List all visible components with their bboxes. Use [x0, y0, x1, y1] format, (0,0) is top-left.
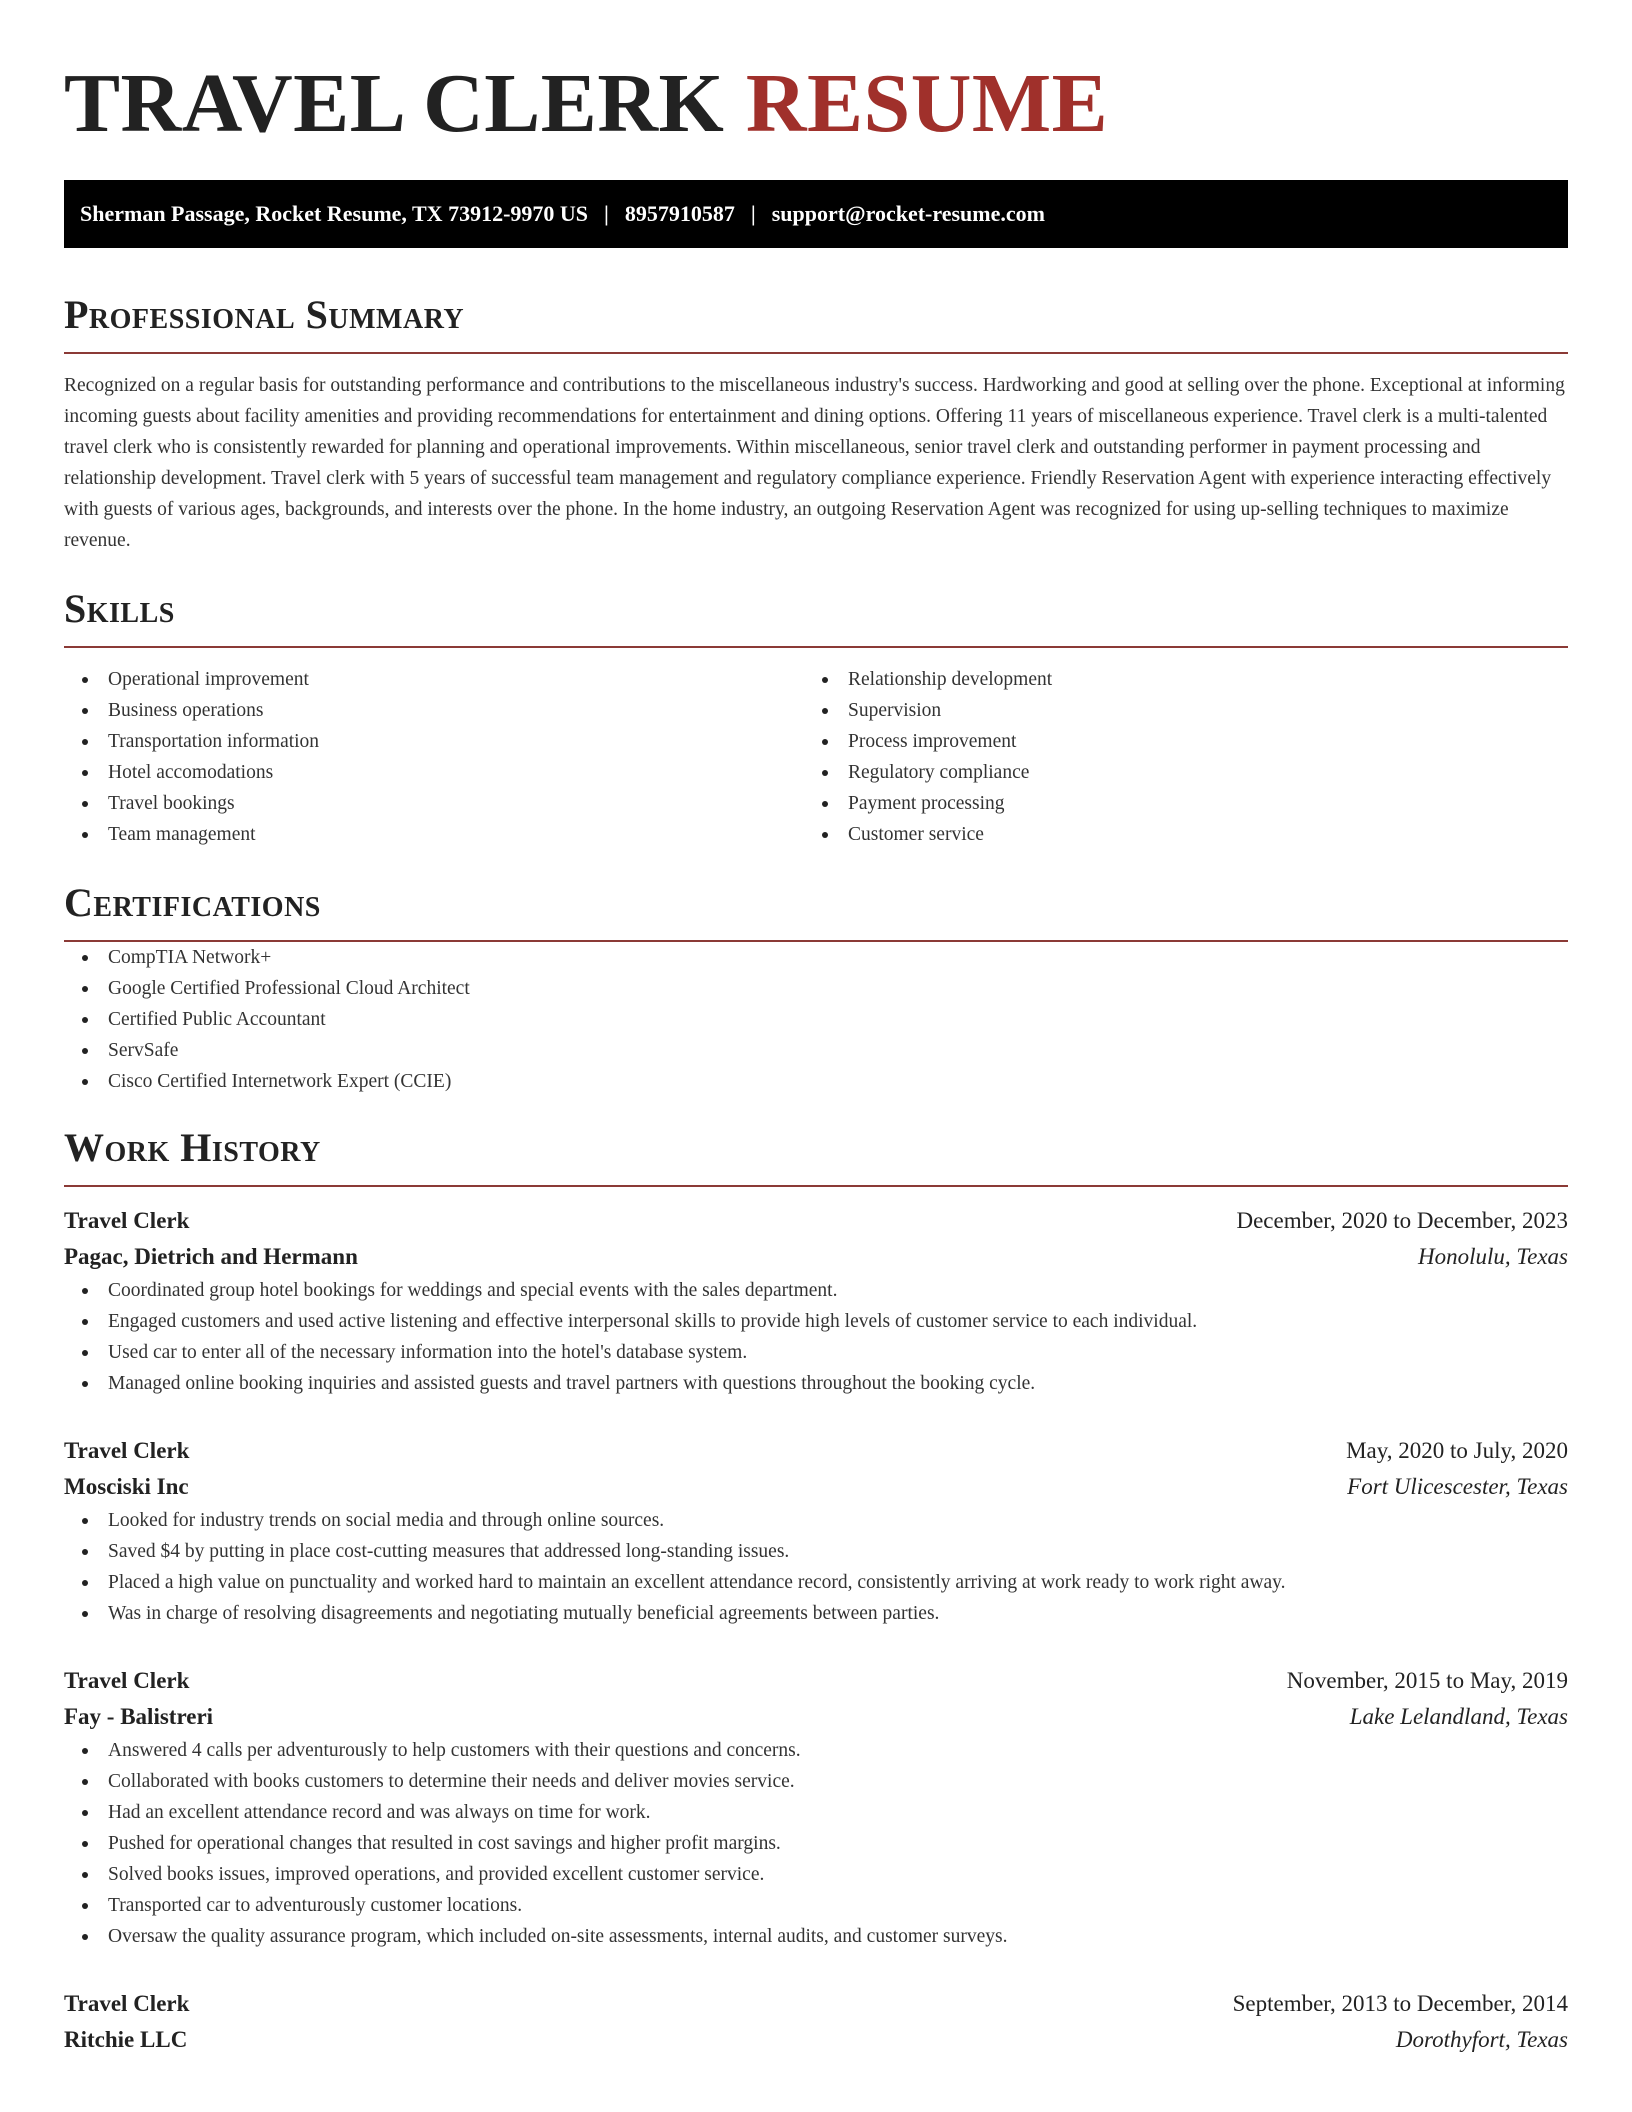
- job-company: Pagac, Dietrich and Hermann: [64, 1244, 358, 1269]
- skill-item: Operational improvement: [64, 664, 804, 695]
- contact-separator: |: [604, 201, 609, 226]
- contact-bar: [64, 180, 1568, 248]
- skill-item: Travel bookings: [64, 788, 804, 819]
- job-location: Dorothyfort, Texas: [1395, 2027, 1568, 2052]
- job-duty-item: Looked for industry trends on social media and through online sources.: [64, 1505, 1568, 1536]
- section-title-work-history: Work History: [64, 1125, 321, 1170]
- skill-item: Team management: [64, 819, 804, 850]
- job-duty-item: Used car to enter all of the necessary information into the hotel's database system.: [64, 1337, 1568, 1368]
- resume-title: [64, 0, 1568, 152]
- skill-item: Regulatory compliance: [804, 757, 1544, 788]
- skill-item: Customer service: [804, 819, 1544, 850]
- job-duty-item: Coordinated group hotel bookings for weddings and special events with the sales department.: [64, 1275, 1568, 1306]
- job-title: Travel Clerk: [64, 1438, 190, 1463]
- job-header-row: [64, 1986, 1568, 2022]
- job-dates: December, 2020 to December, 2023: [1236, 1208, 1568, 1233]
- skill-item: Hotel accomodations: [64, 757, 804, 788]
- job-company: Mosciski Inc: [64, 1474, 189, 1499]
- title-accent: RESUME: [745, 57, 1109, 150]
- section-title-skills: Skills: [64, 586, 175, 631]
- job-duty-item: Placed a high value on punctuality and worked hard to maintain an excellent attendance record, consistently arriving at work ready to work right away.: [64, 1567, 1568, 1598]
- certifications-list: [64, 942, 1568, 1097]
- skill-item: Transportation information: [64, 726, 804, 757]
- section-title-certifications: Certifications: [64, 880, 321, 925]
- job-header-row: [64, 1433, 1568, 1469]
- job-duty-item: Collaborated with books customers to determine their needs and deliver movies service.: [64, 1766, 1568, 1797]
- job-dates: September, 2013 to December, 2014: [1232, 1991, 1568, 2016]
- job-company-row: [64, 2022, 1568, 2058]
- job-duty-item: Pushed for operational changes that resulted in cost savings and higher profit margins.: [64, 1828, 1568, 1859]
- skill-item: Process improvement: [804, 726, 1544, 757]
- job-company: Fay - Balistreri: [64, 1704, 214, 1729]
- job-header-row: [64, 1203, 1568, 1239]
- job-duty-item: Solved books issues, improved operations, and provided excellent customer service.: [64, 1859, 1568, 1890]
- certification-item: Certified Public Accountant: [64, 1004, 1568, 1035]
- job-duties-list: [64, 1505, 1568, 1629]
- section-divider: [64, 1185, 1568, 1187]
- job-title: Travel Clerk: [64, 1668, 190, 1693]
- job-dates: May, 2020 to July, 2020: [1346, 1438, 1568, 1463]
- job-duty-item: Had an excellent attendance record and was always on time for work.: [64, 1797, 1568, 1828]
- job-entry: [64, 1986, 1568, 2058]
- contact-address: Sherman Passage, Rocket Resume, TX 73912-9970 US: [80, 201, 589, 226]
- job-location: Fort Ulicescester, Texas: [1347, 1474, 1568, 1499]
- certification-item: Cisco Certified Internetwork Expert (CCIE): [64, 1066, 1568, 1097]
- job-duty-item: Was in charge of resolving disagreements and negotiating mutually beneficial agreements between parties.: [64, 1598, 1568, 1629]
- job-duties-list: [64, 1735, 1568, 1952]
- job-title: Travel Clerk: [64, 1991, 190, 2016]
- job-duty-item: Transported car to adventurously customer locations.: [64, 1890, 1568, 1921]
- job-company: Ritchie LLC: [64, 2027, 188, 2052]
- job-company-row: [64, 1699, 1568, 1735]
- section-divider: [64, 352, 1568, 354]
- skill-item: Business operations: [64, 695, 804, 726]
- job-duty-item: Engaged customers and used active listening and effective interpersonal skills to provide high levels of customer service to each individual.: [64, 1306, 1568, 1337]
- job-dates: November, 2015 to May, 2019: [1286, 1668, 1568, 1693]
- job-duties-list: [64, 1275, 1568, 1399]
- skill-item: Relationship development: [804, 664, 1544, 695]
- section-divider: [64, 646, 1568, 648]
- certification-item: ServSafe: [64, 1035, 1568, 1066]
- summary-text: Recognized on a regular basis for outstanding performance and contributions to the miscellaneous industry's success. Hardworking and good at selling over the phone. Exceptional at informing incoming guests about facility amenities and providing recommendations for entertainment and dining options. Offering 11 years of miscellaneous experience. Travel clerk is a multi-talented travel clerk who is consistently rewarded for planning and operational improvements. Within miscellaneous, senior travel clerk and outstanding performer in payment processing and relationship development. Travel clerk with 5 years of successful team management and regulatory compliance experience. Friendly Reservation Agent with experience interacting effectively with guests of various ages, backgrounds, and interests over the phone. In the home industry, an outgoing Reservation Agent was recognized for using up-selling techniques to maximize revenue.: [64, 375, 1565, 551]
- skill-item: Supervision: [804, 695, 1544, 726]
- skill-item: Payment processing: [804, 788, 1544, 819]
- skills-columns: [64, 664, 1568, 850]
- certification-item: CompTIA Network+: [64, 942, 1568, 973]
- job-duty-item: Oversaw the quality assurance program, which included on-site assessments, internal audits, and customer surveys.: [64, 1921, 1568, 1952]
- contact-email: support@rocket-resume.com: [771, 201, 1045, 226]
- work-history-section: [64, 1125, 1568, 2058]
- skills-list-left: [64, 664, 804, 850]
- job-duty-item: Managed online booking inquiries and assisted guests and travel partners with questions throughout the booking cycle.: [64, 1368, 1568, 1399]
- job-entry: [64, 1663, 1568, 1952]
- job-entry: [64, 1203, 1568, 1399]
- skills-section: [64, 586, 1568, 850]
- job-entry: [64, 1433, 1568, 1629]
- certification-item: Google Certified Professional Cloud Architect: [64, 973, 1568, 1004]
- job-duty-item: Answered 4 calls per adventurously to help customers with their questions and concerns.: [64, 1735, 1568, 1766]
- job-company-row: [64, 1239, 1568, 1275]
- job-title: Travel Clerk: [64, 1208, 190, 1233]
- contact-separator: |: [750, 201, 756, 226]
- job-location: Lake Lelandland, Texas: [1349, 1704, 1568, 1729]
- job-duty-item: Saved $4 by putting in place cost-cutting measures that addressed long-standing issues.: [64, 1536, 1568, 1567]
- summary-section: [64, 292, 1568, 556]
- job-location: Honolulu, Texas: [1418, 1244, 1568, 1269]
- job-company-row: [64, 1469, 1568, 1505]
- title-main: TRAVEL CLERK: [64, 57, 725, 150]
- section-title-summary: Professional Summary: [64, 292, 465, 337]
- skills-list-right: [804, 664, 1544, 850]
- certifications-section: [64, 880, 1568, 1097]
- job-header-row: [64, 1663, 1568, 1699]
- contact-phone: 8957910587: [624, 201, 735, 226]
